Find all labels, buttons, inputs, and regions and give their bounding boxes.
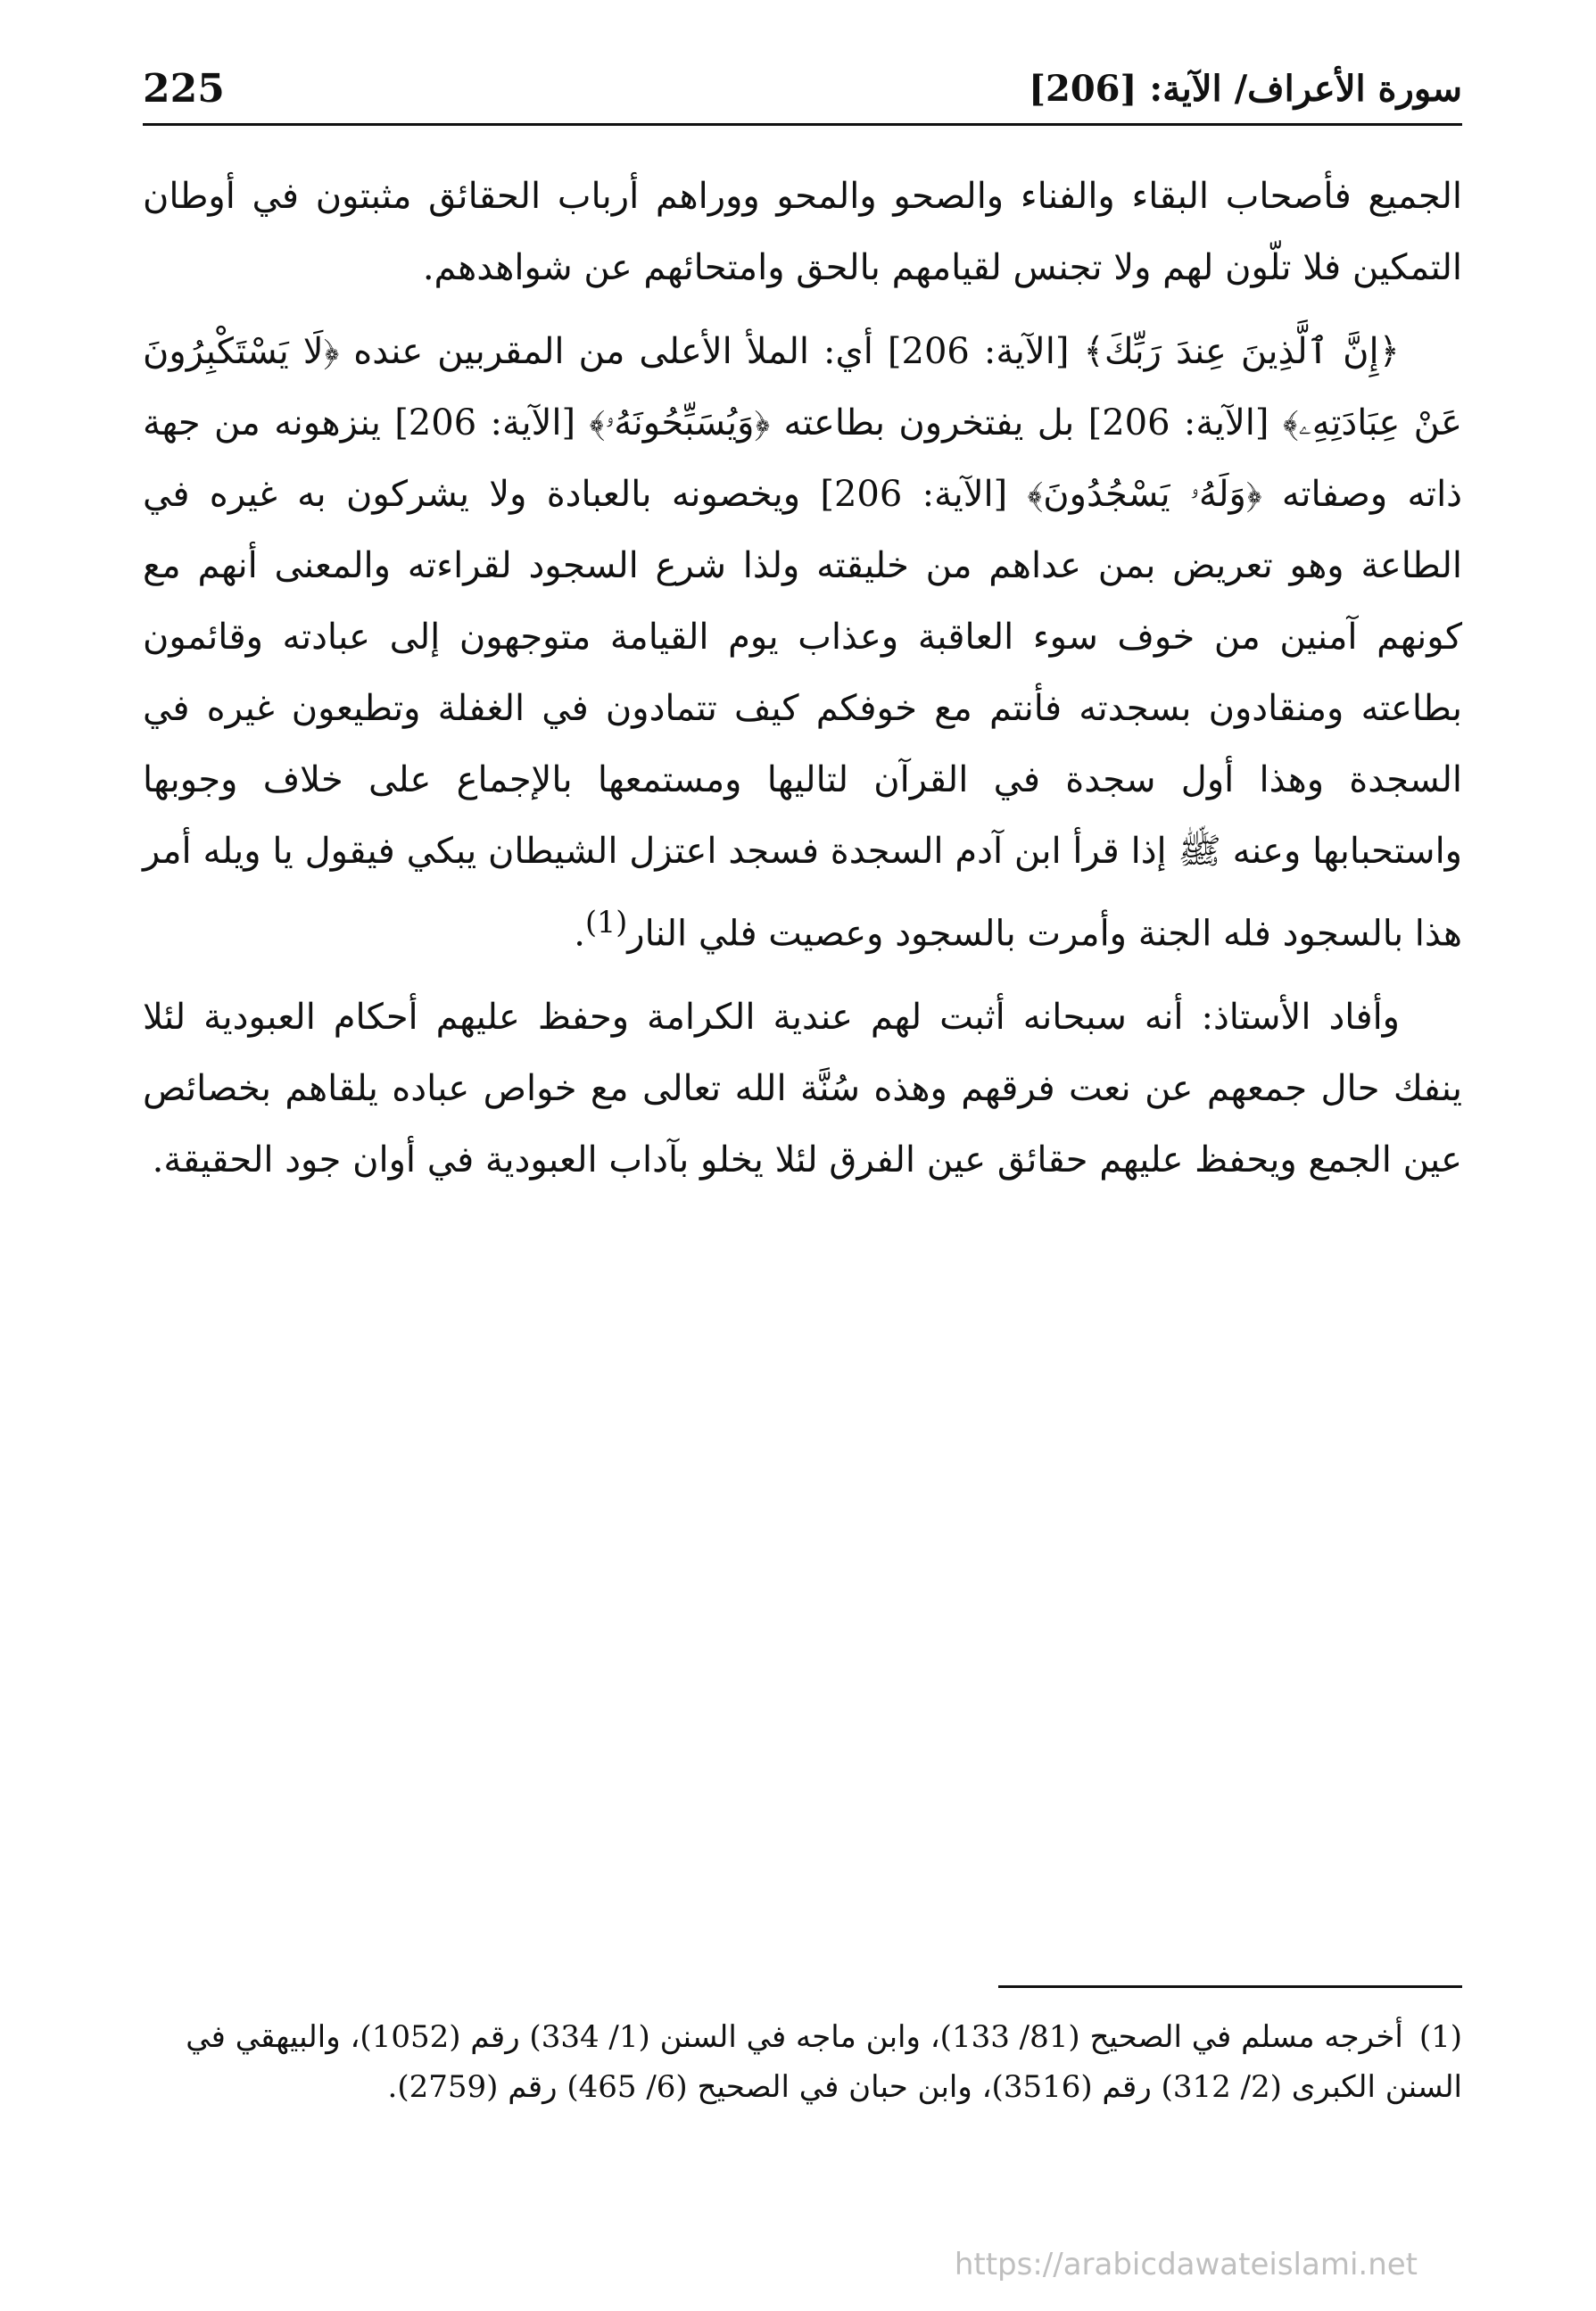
- paragraph-1: الجميع فأصحاب البقاء والفناء والصحو والمحو ووراهم أرباب الحقائق مثبتون في أوطان التمكين فلا تلّون لهم ولا تجنس لقيامهم بالحق وامتحائهم عن شواهدهم.: [143, 176, 1463, 288]
- footnote-number: (1): [1418, 2019, 1462, 2055]
- footnote-text: أخرجه مسلم في الصحيح (81/ 133)، وابن ماجه في السنن (1/ 334) رقم (1052)، والبيهقي في السنن الكبرى (2/ 312) رقم (3516)، وابن حبان في الصحيح (6/ 465) رقم (2759).: [186, 2019, 1462, 2105]
- page-header: [143, 54, 1462, 116]
- main-text: [143, 161, 1462, 1208]
- footnote: [143, 2012, 1462, 2112]
- paragraph-2-end: .: [574, 913, 586, 955]
- footnote-rule: [998, 1985, 1462, 1988]
- paragraph-2: [143, 316, 1462, 969]
- page-number: 225: [143, 66, 225, 112]
- running-title: سورة الأعراف/ الآية: [206]: [1029, 68, 1462, 110]
- paragraph-2-text: ﴿إِنَّ ٱلَّذِينَ عِندَ رَبِّكَ﴾ [الآية: 206] أي: الملأ الأعلى من المقربين عنده ﴿لَا يَسْتَكْبِرُونَ عَنْ عِبَادَتِهِۦ﴾ [الآية: 206] بل يفتخرون بطاعته ﴿وَيُسَبِّحُونَهُۥ﴾ [الآية: 206] ينزهونه من جهة ذاته وصفاته ﴿وَلَهُۥ يَسْجُدُونَ﴾ [الآية: 206] ويخصونه بالعبادة ولا يشركون به غيره في الطاعة وهو تعريض بمن عداهم من خليقته ولذا شرع السجود لقراءته والمعنى أنهم مع كونهم آمنين من خوف سوء العاقبة وعذاب يوم القيامة متوجهون إلى عبادته وقائمون بطاعته ومنقادون بسجدته فأنتم مع خوفكم كيف تتمادون في الغفلة وتطيعون غيره في السجدة وهذا أول سجدة في القرآن لتاليها ومستمعها بالإجماع على خلاف وجوبها واستحبابها وعنه ﷺ إذا قرأ ابن آدم السجدة فسجد اعتزل الشيطان يبكي فيقول يا ويله أمر هذا بالسجود فله الجنة وأمرت بالسجود وعصيت فلي النار: [143, 331, 1463, 955]
- footnote-reference[interactable]: (1): [585, 905, 628, 940]
- paragraph-3: وأفاد الأستاذ: أنه سبحانه أثبت لهم عندية الكرامة وحفظ عليهم أحكام العبودية لئلا ينفك حال جمعهم عن نعت فرقهم وهذه سُنَّة الله تعالى مع خواص عباده يلقاهم بخصائص عين الجمع ويحفظ عليهم حقائق عين الفرق لئلا يخلو بآداب العبودية في أوان جود الحقيقة.: [143, 997, 1462, 1181]
- header-rule: [143, 123, 1462, 126]
- watermark-url: https://arabicdawateislami.net: [954, 2247, 1418, 2282]
